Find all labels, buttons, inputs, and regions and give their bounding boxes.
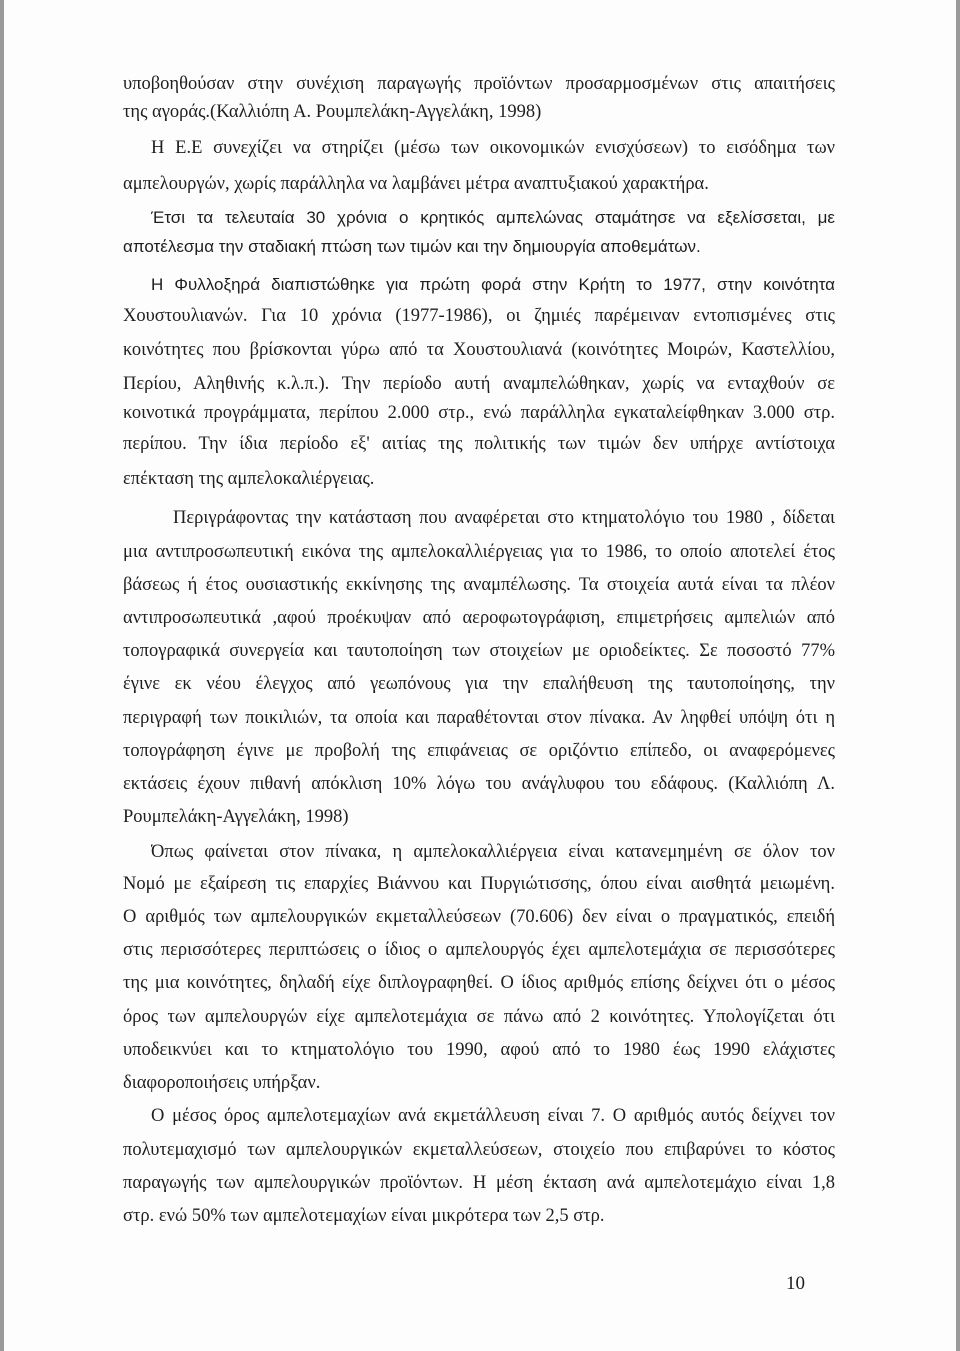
text-line: Περιγράφοντας την κατάσταση που αναφέρεται στο κτηματολόγιο του 1980 , δίδεται [173, 508, 835, 528]
text-line: Η Φυλλοξηρά διαπιστώθηκε για πρώτη φορά στην Κρήτη το 1977, στην κοινότητα [151, 275, 835, 294]
scan-right-edge [956, 0, 960, 1351]
text-line: Όπως φαίνεται στον πίνακα, η αμπελοκαλλιέργεια είναι κατανεμημένη σε όλον τον [151, 842, 835, 862]
scan-left-edge [0, 0, 4, 1351]
text-line: Η Ε.Ε συνεχίζει να στηρίζει (μέσω των οικονομικών ενισχύσεων) το εισόδημα των [151, 138, 835, 158]
text-line: αμπελουργών, χωρίς παράλληλα να λαμβάνει μέτρα αναπτυξιακού χαρακτήρα. [123, 174, 709, 194]
text-line: πολυτεμαχισμό των αμπελουργικών εκμεταλλεύσεων, στοιχείο που επιβαρύνει το κόστος [123, 1140, 835, 1160]
text-line: κοινοτικά προγράμματα, περίπου 2.000 στρ., ενώ παράλληλα εγκαταλείφθηκαν 3.000 στρ. [123, 403, 835, 423]
text-line: υποβοηθούσαν στην συνέχιση παραγωγής προϊόντων προσαρμοσμένων στις απαιτήσεις [123, 74, 835, 94]
text-line: παραγωγής των αμπελουργικών προϊόντων. Η μέση έκταση ανά αμπελοτεμάχιο είναι 1,8 [123, 1173, 835, 1193]
text-line: αποτέλεσμα την σταδιακή πτώση των τιμών και την δημιουργία αποθεμάτων. [123, 237, 701, 256]
text-line: κοινότητες που βρίσκονται γύρω από τα Χουστουλιανά (κοινότητες Μοιρών, Καστελλίου, [123, 340, 835, 360]
text-line: στρ. ενώ 50% των αμπελοτεμαχίων είναι μικρότερα των 2,5 στρ. [123, 1206, 605, 1226]
text-line: Ο μέσος όρος αμπελοτεμαχίων ανά εκμετάλλευση είναι 7. Ο αριθμός αυτός δείχνει τον [151, 1106, 835, 1126]
text-line: εκτάσεις έχουν πιθανή απόκλιση 10% λόγω του ανάγλυφου του εδάφους. (Καλλιόπη Λ. [123, 774, 835, 794]
text-line: έγινε εκ νέου έλεγχος από γεωπόνους για την επαλήθευση της ταυτοποίησης, την [123, 674, 835, 694]
text-line: τοπογράφηση έγινε με προβολή της επιφάνειας σε οριζόντιο επίπεδο, οι αναφερόμενες [123, 741, 835, 761]
text-line: όρος των αμπελουργών είχε αμπελοτεμάχια σε πάνω από 2 κοινότητες. Υπολογίζεται ότι [123, 1007, 835, 1027]
text-line: επέκταση της αμπελοκαλιέργειας. [123, 469, 375, 489]
text-line: στις περισσότερες περιπτώσεις ο ίδιος ο αμπελουργός έχει αμπελοτεμάχια σε περισσότερες [123, 940, 835, 960]
text-line: αντιπροσωπευτικά ,αφού προέκυψαν από αεροφωτογράφιση, επιμετρήσεις αμπελιών από [123, 608, 835, 628]
text-line: βάσεως ή έτος ουσιαστικής εκκίνησης της αναμπέλωσης. Τα στοιχεία αυτά είναι τα πλέον [123, 575, 835, 595]
text-line: μια αντιπροσωπευτική εικόνα της αμπελοκαλλιέργειας για το 1986, το οποίο αποτελεί έτος [123, 542, 835, 562]
text-line: τοπογραφικά συνεργεία και ταυτοποίηση των στοιχείων με οριοδείκτες. Σε ποσοστό 77% [123, 641, 835, 661]
text-line: περιγραφή των ποικιλιών, τα οποία και παραθέτονται στον πίνακα. Αν ληφθεί υπόψη ότι η [123, 708, 835, 728]
text-line: Ο αριθμός των αμπελουργικών εκμεταλλεύσεων (70.606) δεν είναι ο πραγματικός, επειδή [123, 907, 835, 927]
text-line: υποδεικνύει και το κτηματολόγιο του 1990, αφού από το 1980 έως 1990 ελάχιστες [123, 1040, 835, 1060]
text-line: της μια κοινότητες, δηλαδή είχε διπλογραφηθεί. Ο ίδιος αριθμός επίσης δείχνει ότι ο μέσος [123, 973, 835, 993]
text-line: Ρουμπελάκη-Αγγελάκη, 1998) [123, 807, 349, 827]
text-line: περίπου. Την ίδια περίοδο εξ' αιτίας της πολιτικής των τιμών δεν υπήρχε αντίστοιχα [123, 434, 835, 454]
text-line: διαφοροποιήσεις υπήρξαν. [123, 1073, 321, 1093]
text-line: Έτσι τα τελευταία 30 χρόνια ο κρητικός αμπελώνας σταμάτησε να εξελίσσεται, με [151, 208, 835, 227]
text-line: Περίου, Αληθινής κ.λ.π.). Την περίοδο αυτή αναμπελώθηκαν, χωρίς να ενταχθούν σε [123, 374, 835, 394]
text-line: Νομό με εξαίρεση τις επαρχίες Βιάννου και Πυργιώτισσης, όπου είναι αισθητά μειωμένη. [123, 874, 835, 894]
text-line: της αγοράς.(Καλλιόπη Α. Ρουμπελάκη-Αγγελάκη, 1998) [123, 102, 542, 122]
page-number: 10 [786, 1273, 805, 1294]
text-line: Χουστουλιανών. Για 10 χρόνια (1977-1986), οι ζημιές παρέμειναν εντοπισμένες στις [123, 306, 835, 326]
